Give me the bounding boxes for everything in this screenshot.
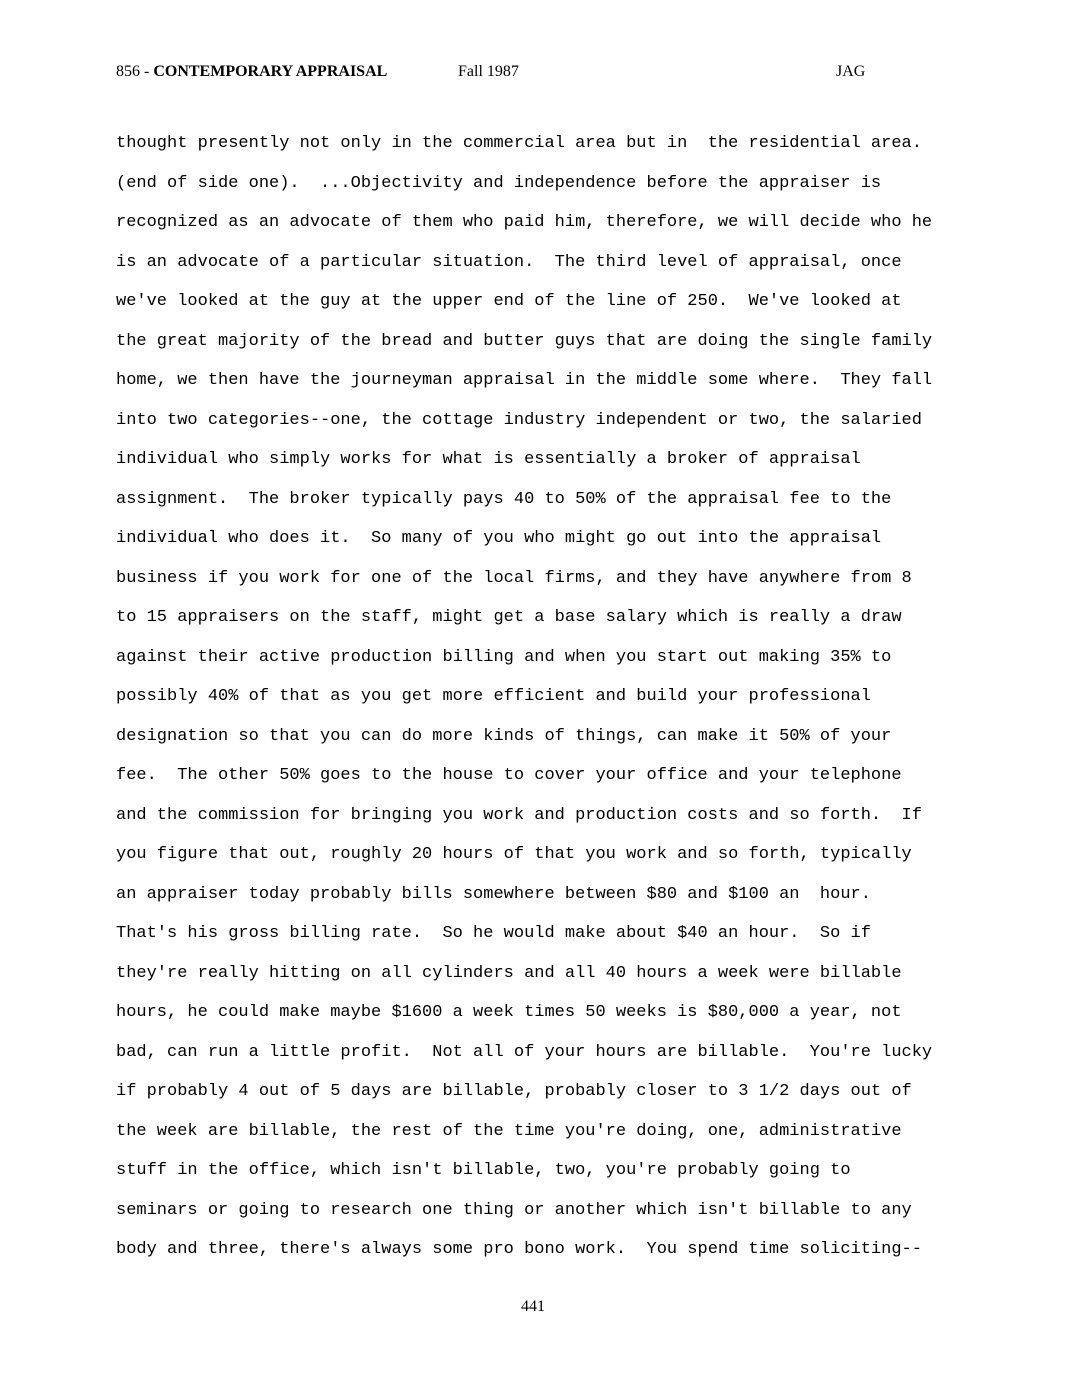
text-line: home, we then have the journeyman appraisal in the middle some where. They fall: [116, 371, 933, 390]
text-line: bad, can run a little profit. Not all of your hours are billable. You're lucky: [116, 1042, 933, 1062]
text-line: against their active production billing and when you start out making 35% to: [116, 647, 892, 667]
page-number: 441: [521, 1298, 545, 1315]
text-line: thought presently not only in the commercial area but in the residential area.: [116, 134, 922, 153]
text-line: you figure that out, roughly 20 hours of that you work and so forth, typically: [116, 845, 912, 864]
text-line: body and three, there's always some pro bono work. You spend time soliciting--: [116, 1240, 922, 1259]
text-line: (end of side one). ...Objectivity and independence before the appraiser is: [116, 173, 882, 193]
text-line: the week are billable, the rest of the time you're doing, one, administrative: [116, 1121, 902, 1141]
term-label: Fall 1987: [458, 63, 519, 80]
text-line: assignment. The broker typically pays 40 to 50% of the appraisal fee to the: [116, 489, 892, 509]
text-line: individual who simply works for what is essentially a broker of appraisal: [116, 450, 861, 469]
course-heading: [116, 62, 387, 82]
text-line: fee. The other 50% goes to the house to cover your office and your telephone: [116, 766, 902, 785]
text-line: possibly 40% of that as you get more efficient and build your professional: [116, 687, 871, 706]
text-line: business if you work for one of the local firms, and they have anywhere from 8: [116, 568, 912, 588]
text-line: stuff in the office, which isn't billable, two, you're probably going to: [116, 1161, 851, 1180]
page-header: [0, 62, 1066, 86]
text-line: to 15 appraisers on the staff, might get a base salary which is really a draw: [116, 608, 902, 627]
text-line: is an advocate of a particular situation. The third level of appraisal, once: [116, 252, 902, 272]
transcript-body: [116, 124, 956, 1270]
text-line: the great majority of the bread and butter guys that are doing the single family: [116, 331, 933, 351]
text-line: they're really hitting on all cylinders and all 40 hours a week were billable: [116, 963, 902, 983]
course-number: 856 -: [116, 63, 154, 80]
text-line: hours, he could make maybe $1600 a week times 50 weeks is $80,000 a year, not: [116, 1003, 902, 1022]
text-line: seminars or going to research one thing or another which isn't billable to any: [116, 1200, 912, 1220]
text-line: recognized as an advocate of them who paid him, therefore, we will decide who he: [116, 213, 933, 232]
text-line: That's his gross billing rate. So he would make about $40 an hour. So if: [116, 924, 871, 943]
text-line: and the commission for bringing you work and production costs and so forth. If: [116, 805, 922, 825]
text-line: if probably 4 out of 5 days are billable, probably closer to 3 1/2 days out of: [116, 1082, 912, 1101]
author-initials: JAG: [836, 63, 866, 80]
text-line: an appraiser today probably bills somewhere between $80 and $100 an hour.: [116, 884, 871, 904]
text-line: we've looked at the guy at the upper end of the line of 250. We've looked at: [116, 292, 902, 311]
text-line: into two categories--one, the cottage industry independent or two, the salaried: [116, 410, 922, 430]
course-title: CONTEMPORARY APPRAISAL: [153, 63, 388, 80]
text-line: designation so that you can do more kinds of things, can make it 50% of your: [116, 726, 892, 746]
text-line: individual who does it. So many of you who might go out into the appraisal: [116, 529, 882, 548]
